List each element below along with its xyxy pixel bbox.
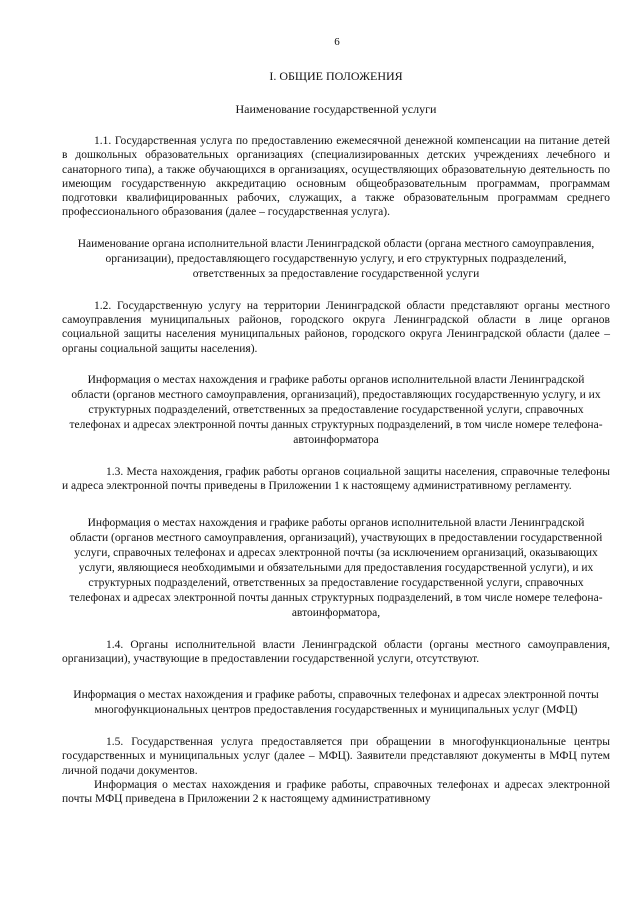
authority-section-title: Наименование органа исполнительной власти Ленинградской области (органа местного самоуправления, организации), предоставляющего государственную услугу, и его структурных подразделений, ответственных за предоставление государственной услуги [77, 237, 595, 280]
info-locations-title: Информация о местах нахождения и графике работы органов исполнительной власти Ленинградской области (органов местного самоуправления, организаций), предоставляющих государственную услугу, и их структурных подразделений, ответственных за предоставление государственной услуги, справочных телефонах и адресах электронной почты данных структурных подразделений, в том числе номере телефона-автоинформатора [69, 373, 603, 446]
page-number: 6 [334, 36, 340, 48]
participating-bodies-title: Информация о местах нахождения и графике работы органов исполнительной власти Ленинградской области (органов местного самоуправления, организаций), участвующих в предоставлении государственной услуги, справочных телефонах и адресах электронной почты (за исключением организаций, оказывающих услуги, являющиеся необходимыми и обязательными для предоставления государственной услуги), и их структурных подразделений, ответственных за предоставление государственной услуги, справочных телефонах и адресах электронной почты данных структурных подразделений, в том числе номере телефона-автоинформатора, [69, 516, 603, 619]
paragraph-1-5: 1.5. Государственная услуга предоставляется при обращении в многофункциональные центры государственных и муниципальных услуг (далее – МФЦ). Заявители представляют документы в МФЦ путем личной подачи документов. [62, 736, 610, 777]
paragraph-1-4: 1.4. Органы исполнительной власти Ленинградской области (органы местного самоуправления, организации), участвующие в предоставлении государственной услуги, отсутствуют. [62, 638, 610, 665]
paragraph-1-2: 1.2. Государственную услугу на территории Ленинградской области представляют органы местного самоуправления муниципальных районов, городского округа Ленинградской области в лице органов социальной защиты населения муниципальных районов, городского округа Ленинградской области (далее – органы социальной защиты населения). [62, 299, 610, 355]
section-title: I. ОБЩИЕ ПОЛОЖЕНИЯ [269, 69, 403, 83]
mfc-info-title: Информация о местах нахождения и графике работы, справочных телефонах и адресах электронной почты многофункциональных центров предоставления государственных и муниципальных услуг (МФЦ) [73, 689, 599, 717]
paragraph-1-1: 1.1. Государственная услуга по предоставлению ежемесячной денежной компенсации на питание детей в дошкольных образовательных организациях (специализированных детских учреждениях лечебного и санаторного типа), а также обучающихся в организациях, осуществляющих образовательную деятельность по имеющим государственную аккредитацию основным общеобразовательным программам, программам подготовки квалифицированных рабочих, служащих, а также образовательным программам среднего профессионального образования (далее – государственная услуга). [62, 135, 610, 219]
paragraph-mfc-info: Информация о местах нахождения и графике работы, справочных телефонах и адресах электронной почты МФЦ приведена в Приложении 2 к настоящему административному [62, 779, 610, 806]
subsection-title: Наименование государственной услуги [235, 102, 437, 116]
paragraph-1-3: 1.3. Места нахождения, график работы органов социальной защиты населения, справочные телефоны и адреса электронной почты приведены в Приложении 1 к настоящему административному регламенту. [62, 465, 610, 493]
